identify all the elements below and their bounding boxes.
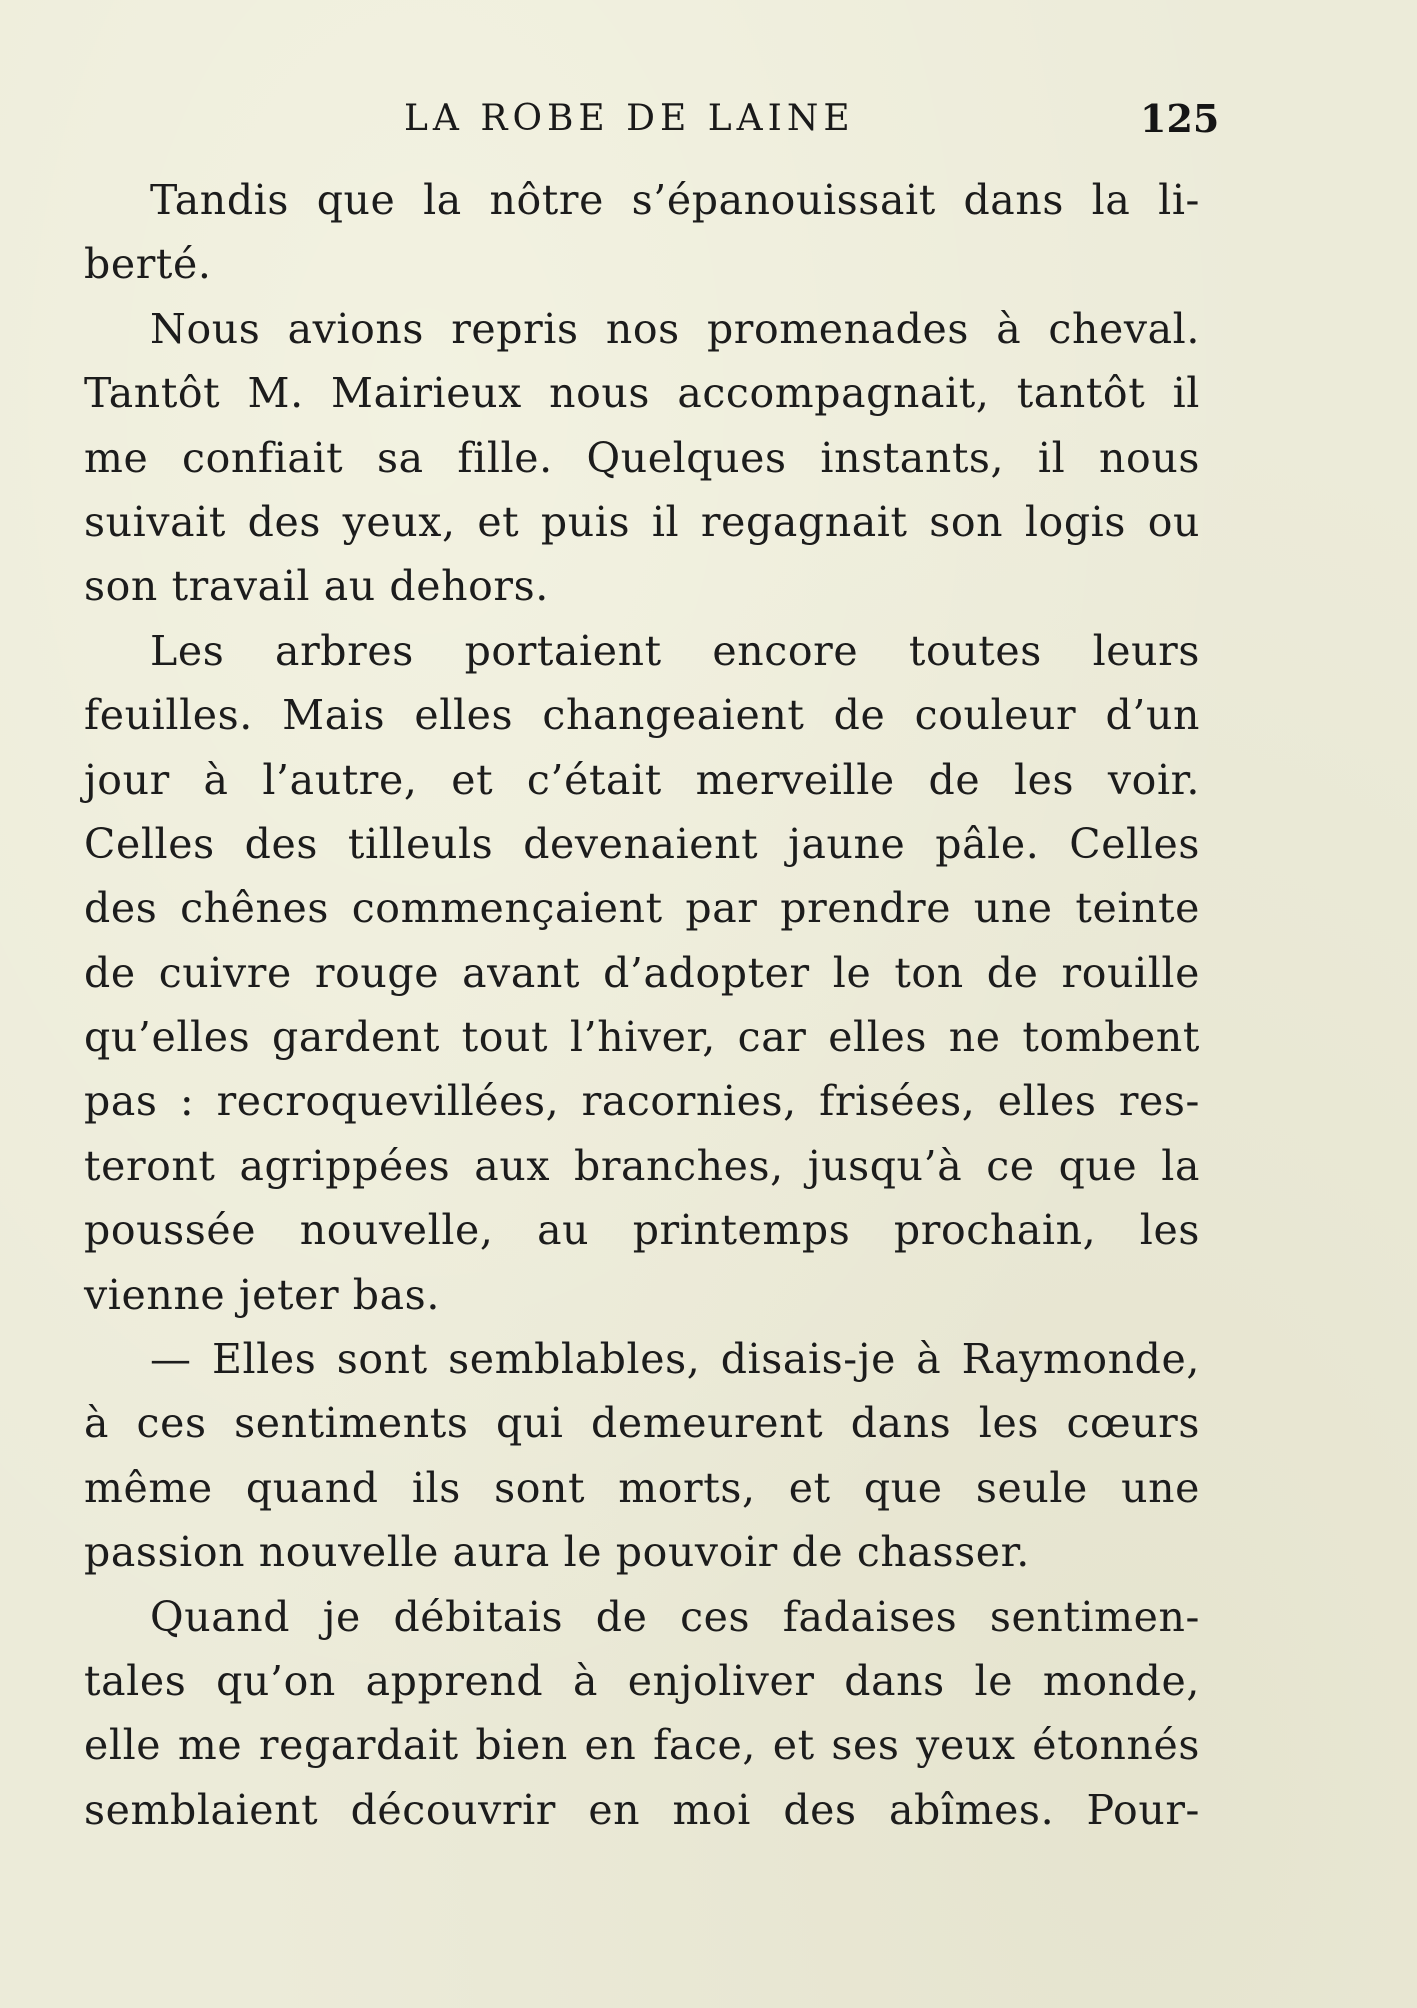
text-line: à ces sentiments qui demeurent dans les cœurs [84,1399,1200,1448]
text-line: de cuivre rouge avant d’adopter le ton de rouille [84,948,1200,997]
text-line: passion nouvelle aura le pouvoir de chasser. [84,1528,1030,1577]
text-line: — Elles sont semblables, disais-je à Raymonde, [150,1335,1200,1384]
text-line: elle me regardait bien en face, et ses yeux étonnés [84,1721,1200,1770]
text-line: Tantôt M. Mairieux nous accompagnait, tantôt il [84,369,1200,418]
text-line: me confiait sa fille. Quelques instants, il nous [84,433,1200,482]
running-title: LA ROBE DE LAINE [404,98,855,139]
text-line: tales qu’on apprend à enjoliver dans le monde, [84,1656,1200,1705]
text-line: son travail au dehors. [84,562,549,611]
text-line: semblaient découvrir en moi des abîmes. Pour- [84,1785,1200,1834]
text-line: suivait des yeux, et puis il regagnait son logis ou [84,497,1200,546]
text-line: Nous avions repris nos promenades à cheval. [150,304,1200,353]
text-line: poussée nouvelle, au printemps prochain, les [84,1206,1200,1255]
text-line: feuilles. Mais elles changeaient de couleur d’un [84,691,1200,740]
text-line: jour à l’autre, et c’était merveille de les voir. [84,755,1200,804]
text-line: vienne jeter bas. [84,1270,440,1319]
running-head [0,98,1417,148]
text-line: Celles des tilleuls devenaient jaune pâle. Celles [84,819,1200,868]
text-line: qu’elles gardent tout l’hiver, car elles ne tombent [84,1013,1200,1062]
text-line: Les arbres portaient encore toutes leurs [150,626,1200,675]
text-line: même quand ils sont morts, et que seule une [84,1463,1200,1512]
page-number: 125 [1140,96,1220,141]
text-line: berté. [84,240,212,289]
text-line: Tandis que la nôtre s’épanouissait dans la li- [150,176,1200,224]
text-line: pas : recroquevillées, racornies, frisées, elles res- [84,1077,1200,1126]
body-text [84,168,1200,1842]
text-line: Quand je débitais de ces fadaises sentimen- [150,1592,1200,1641]
text-line: des chênes commençaient par prendre une teinte [84,884,1200,933]
text-line: teront agrippées aux branches, jusqu’à ce que la [84,1141,1200,1190]
